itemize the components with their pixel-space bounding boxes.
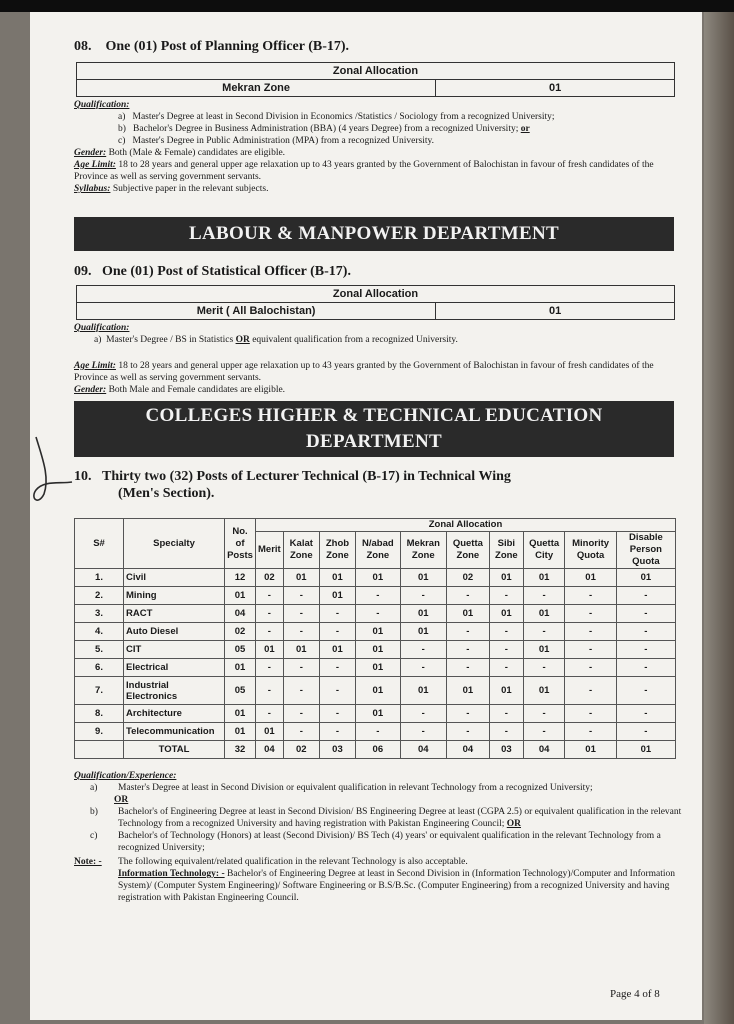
table-cell: - — [283, 677, 319, 705]
age-limit-text: 18 to 28 years and general upper age relaxation up to 43 years granted by the Government of Balochistan in favour of fresh candidates of the Province as well as serving government servants. — [74, 361, 654, 383]
table-cell: - — [256, 605, 284, 623]
qualification-label: Qualification: — [74, 323, 130, 333]
total-cell: 06 — [356, 741, 401, 759]
table-cell: - — [283, 587, 319, 605]
section-title: One (01) Post of Statistical Officer (B-17). — [102, 264, 351, 279]
section-title: One (01) Post of Planning Officer (B-17). — [105, 39, 350, 54]
top-border — [0, 0, 734, 12]
section-09-heading — [74, 264, 351, 280]
handwritten-mark — [28, 432, 78, 512]
total-cell: 04 — [523, 741, 565, 759]
table-row — [75, 677, 676, 705]
table-cell: - — [565, 587, 616, 605]
table-cell: - — [616, 641, 675, 659]
qualification-item: Master's Degree at least in Second Division or equivalent qualification in relevant Technology from a recognized University; — [118, 783, 593, 793]
total-cell: 02 — [283, 741, 319, 759]
qualification-label: Qualification/Experience: — [74, 771, 177, 781]
table-cell: 01 — [400, 677, 446, 705]
gender-text: Both (Male & Female) candidates are eligible. — [108, 148, 286, 158]
table-cell: 01 — [523, 677, 565, 705]
gender-label: Gender: — [74, 148, 107, 158]
table-header: Zonal Allocation — [77, 63, 674, 80]
table-cell: - — [489, 641, 523, 659]
table-row — [75, 569, 676, 587]
document-page — [30, 12, 702, 1020]
table-cell: - — [256, 587, 284, 605]
table-cell: - — [319, 705, 355, 723]
total-cell: TOTAL — [124, 741, 225, 759]
table-cell: 01 — [225, 587, 256, 605]
item-marker: b) — [90, 807, 98, 817]
table-row — [75, 605, 676, 623]
total-cell: 04 — [256, 741, 284, 759]
header-no-of-posts: No. of Posts — [225, 519, 256, 569]
table-cell: 3. — [75, 605, 124, 623]
item-marker: c) — [90, 831, 98, 841]
item-marker: c) — [118, 136, 126, 146]
table-cell: - — [565, 623, 616, 641]
table-cell: 01 — [523, 641, 565, 659]
qualification-item: equivalent qualification from a recognized University. — [252, 335, 458, 345]
table-cell: Telecommunication — [124, 723, 225, 741]
gender-text: Both Male and Female candidates are eligible. — [108, 385, 286, 395]
header-sno: S# — [75, 519, 124, 569]
table-cell: 01 — [356, 569, 401, 587]
table-cell: Civil — [124, 569, 225, 587]
header-specialty: Specialty — [124, 519, 225, 569]
banner-line: COLLEGES HIGHER & TECHNICAL EDUCATION — [145, 405, 603, 426]
section-number: 08. — [74, 39, 92, 54]
header-zone: Zhob Zone — [319, 532, 355, 569]
table-cell: Architecture — [124, 705, 225, 723]
header-zone: Disable Person Quota — [616, 532, 675, 569]
section-08-heading — [74, 39, 349, 55]
table-cell: 12 — [225, 569, 256, 587]
qualification-item: Bachelor's Degree in Business Administration (BBA) (4 years Degree) from a recognized University; — [133, 124, 519, 134]
table-cell: - — [446, 623, 489, 641]
table-cell: - — [283, 623, 319, 641]
table-cell: - — [565, 705, 616, 723]
table-cell: 6. — [75, 659, 124, 677]
table-cell: - — [523, 623, 565, 641]
table-cell: - — [616, 587, 675, 605]
table-cell: 01 — [616, 569, 675, 587]
table-cell: - — [256, 623, 284, 641]
section-number: 10. — [74, 469, 92, 484]
table-cell: - — [616, 605, 675, 623]
table-cell: 1. — [75, 569, 124, 587]
table-cell: - — [565, 677, 616, 705]
table-cell: - — [356, 587, 401, 605]
table-cell: 01 — [400, 605, 446, 623]
table-cell: 5. — [75, 641, 124, 659]
table-cell: Electrical — [124, 659, 225, 677]
table-cell: - — [616, 705, 675, 723]
qualification-item: Master's Degree / BS in Statistics — [106, 335, 234, 345]
section-number: 09. — [74, 264, 92, 279]
table-cell: - — [489, 659, 523, 677]
table-cell: 01 — [523, 605, 565, 623]
page-edge — [704, 12, 734, 1024]
table-cell: - — [319, 623, 355, 641]
header-zone: Merit — [256, 532, 284, 569]
table-cell: - — [616, 723, 675, 741]
zonal-allocation-table-08 — [76, 62, 675, 97]
table-cell: - — [400, 705, 446, 723]
table-cell: - — [446, 641, 489, 659]
table-cell: Auto Diesel — [124, 623, 225, 641]
table-cell: - — [446, 659, 489, 677]
table-cell: 01 — [489, 605, 523, 623]
total-cell: 04 — [400, 741, 446, 759]
zone-cell: Mekran Zone — [77, 80, 436, 96]
table-row — [75, 587, 676, 605]
qualification-item: Master's Degree in Public Administration (MPA) from a recognized University. — [132, 136, 435, 146]
table-header: Zonal Allocation — [77, 286, 674, 303]
table-row — [75, 723, 676, 741]
table-cell: 02 — [225, 623, 256, 641]
or-label: OR — [235, 335, 250, 345]
table-cell: - — [400, 641, 446, 659]
page-number: Page 4 of 8 — [610, 988, 660, 1000]
or-label: OR — [114, 795, 129, 805]
table-cell: 01 — [523, 569, 565, 587]
table-cell: - — [400, 587, 446, 605]
table-cell: - — [319, 659, 355, 677]
age-limit-label: Age Limit: — [74, 160, 116, 170]
table-cell: 4. — [75, 623, 124, 641]
table-cell: - — [523, 723, 565, 741]
table-cell: - — [283, 705, 319, 723]
or-label: OR — [506, 819, 521, 829]
table-cell: 05 — [225, 641, 256, 659]
table-cell: 01 — [446, 605, 489, 623]
table-cell: Industrial Electronics — [124, 677, 225, 705]
table-cell: - — [565, 605, 616, 623]
item-marker: a) — [90, 783, 98, 793]
section-08-details — [74, 99, 684, 195]
banner-line: DEPARTMENT — [305, 431, 443, 452]
age-limit-label: Age Limit: — [74, 361, 116, 371]
table-cell: - — [565, 723, 616, 741]
table-cell: 01 — [225, 705, 256, 723]
section-10-heading — [74, 468, 634, 502]
total-cell: 01 — [565, 741, 616, 759]
count-cell: 01 — [548, 82, 562, 94]
zone-cell: Merit ( All Balochistan) — [77, 303, 436, 319]
section-title: (Men's Section). — [118, 486, 215, 501]
table-cell: - — [523, 705, 565, 723]
table-cell: - — [283, 605, 319, 623]
table-cell: - — [319, 677, 355, 705]
table-cell: 01 — [256, 641, 284, 659]
table-cell: 01 — [283, 569, 319, 587]
table-cell: - — [616, 677, 675, 705]
syllabus-label: Syllabus: — [74, 184, 111, 194]
table-cell: - — [356, 723, 401, 741]
table-cell: - — [446, 723, 489, 741]
table-cell: - — [256, 677, 284, 705]
count-cell: 01 — [548, 305, 562, 317]
table-cell: - — [565, 641, 616, 659]
or-label: or — [520, 124, 530, 134]
zonal-allocation-table-09 — [76, 285, 675, 320]
total-cell: 32 — [225, 741, 256, 759]
gender-label: Gender: — [74, 385, 107, 395]
table-cell: 01 — [400, 623, 446, 641]
table-cell: - — [565, 659, 616, 677]
table-cell: 01 — [225, 723, 256, 741]
table-cell: 01 — [356, 623, 401, 641]
table-cell: - — [446, 705, 489, 723]
table-cell: 01 — [489, 569, 523, 587]
table-cell: - — [283, 659, 319, 677]
table-cell: 01 — [319, 641, 355, 659]
item-marker: a) — [118, 112, 126, 122]
department-banner-labour: LABOUR & MANPOWER DEPARTMENT — [74, 217, 674, 251]
lecturer-allocation-table — [74, 518, 676, 759]
table-cell: - — [523, 659, 565, 677]
table-cell: 01 — [356, 705, 401, 723]
table-cell: 04 — [225, 605, 256, 623]
header-zone: Quetta Zone — [446, 532, 489, 569]
header-zone: Sibi Zone — [489, 532, 523, 569]
department-banner-colleges — [74, 401, 674, 457]
qualification-item: Bachelor's of Engineering Degree at least in Second Division/ BS Engineering Degree at least (CGPA 2.5) or equivalent qualification in the relevant Technology from a recognized University and having registration with Pakistan Engineering Council; — [118, 807, 682, 829]
table-cell: - — [356, 605, 401, 623]
header-zone: N/abad Zone — [356, 532, 401, 569]
table-cell: 01 — [489, 677, 523, 705]
note-label: Note: - — [74, 857, 102, 867]
table-cell: - — [283, 723, 319, 741]
item-marker: a) — [94, 335, 102, 345]
table-cell: 01 — [565, 569, 616, 587]
qualification-item: Bachelor's of Technology (Honors) at least (Second Division)/ BS Tech (4) years' or equivalent qualification in the relevant Technology from a recognized University; — [118, 831, 661, 853]
table-cell: 02 — [256, 569, 284, 587]
table-row — [75, 659, 676, 677]
table-cell: - — [489, 623, 523, 641]
table-row — [75, 641, 676, 659]
total-cell: 03 — [489, 741, 523, 759]
table-cell: 01 — [256, 723, 284, 741]
table-cell: - — [489, 705, 523, 723]
section-title: Thirty two (32) Posts of Lecturer Technical (B-17) in Technical Wing — [102, 469, 511, 484]
it-text: Bachelor's of Engineering Degree at least in Second Division in (Information Technology)/Computer and Information System)/ (Computer System Engineering)/ Software Engineering or B.S/B.Sc. (Computer Engineering) from a recognized University and having registration with Pakistan Engineering Council. — [118, 869, 676, 903]
table-cell: - — [616, 659, 675, 677]
header-zonal-allocation: Zonal Allocation — [256, 519, 676, 532]
table-cell: 01 — [400, 569, 446, 587]
section-09-details — [74, 322, 684, 396]
table-cell: 9. — [75, 723, 124, 741]
table-cell: - — [489, 587, 523, 605]
table-cell: 02 — [446, 569, 489, 587]
table-cell: - — [446, 587, 489, 605]
header-zone: Mekran Zone — [400, 532, 446, 569]
table-total-row — [75, 741, 676, 759]
it-label: Information Technology: - — [118, 869, 225, 879]
table-cell: 01 — [356, 677, 401, 705]
table-cell: - — [400, 659, 446, 677]
table-cell: 01 — [319, 569, 355, 587]
table-cell: 01 — [356, 659, 401, 677]
table-cell: 01 — [356, 641, 401, 659]
header-zone: Minority Quota — [565, 532, 616, 569]
qualification-item: Master's Degree at least in Second Division in Economics /Statistics / Sociology from a recognized University; — [132, 112, 555, 122]
header-zone: Quetta City — [523, 532, 565, 569]
table-cell: - — [489, 723, 523, 741]
table-row — [75, 623, 676, 641]
note-text: The following equivalent/related qualification in the relevant Technology is also acceptable. — [118, 857, 468, 867]
table-cell: 05 — [225, 677, 256, 705]
item-marker: b) — [118, 124, 126, 134]
table-cell: 01 — [283, 641, 319, 659]
table-cell: - — [256, 705, 284, 723]
table-cell: 8. — [75, 705, 124, 723]
table-cell: 01 — [225, 659, 256, 677]
table-cell: RACT — [124, 605, 225, 623]
qualification-label: Qualification: — [74, 100, 130, 110]
table-cell: - — [523, 587, 565, 605]
total-cell: 01 — [616, 741, 675, 759]
table-cell: - — [256, 659, 284, 677]
table-cell: - — [616, 623, 675, 641]
table-cell: CIT — [124, 641, 225, 659]
table-cell: Mining — [124, 587, 225, 605]
table-cell: 01 — [319, 587, 355, 605]
total-cell: 04 — [446, 741, 489, 759]
table-cell: 01 — [446, 677, 489, 705]
table-cell: 2. — [75, 587, 124, 605]
table-row — [75, 705, 676, 723]
header-zone: Kalat Zone — [283, 532, 319, 569]
table-cell: 7. — [75, 677, 124, 705]
section-10-qualification — [74, 770, 686, 904]
age-limit-text: 18 to 28 years and general upper age relaxation up to 43 years granted by the Government of Balochistan in favour of fresh candidates of the Province as well as serving government servants. — [74, 160, 654, 182]
table-cell: - — [319, 605, 355, 623]
table-cell — [75, 741, 124, 759]
syllabus-text: Subjective paper in the relevant subjects. — [112, 184, 269, 194]
total-cell: 03 — [319, 741, 355, 759]
table-cell: - — [319, 723, 355, 741]
table-cell: - — [400, 723, 446, 741]
